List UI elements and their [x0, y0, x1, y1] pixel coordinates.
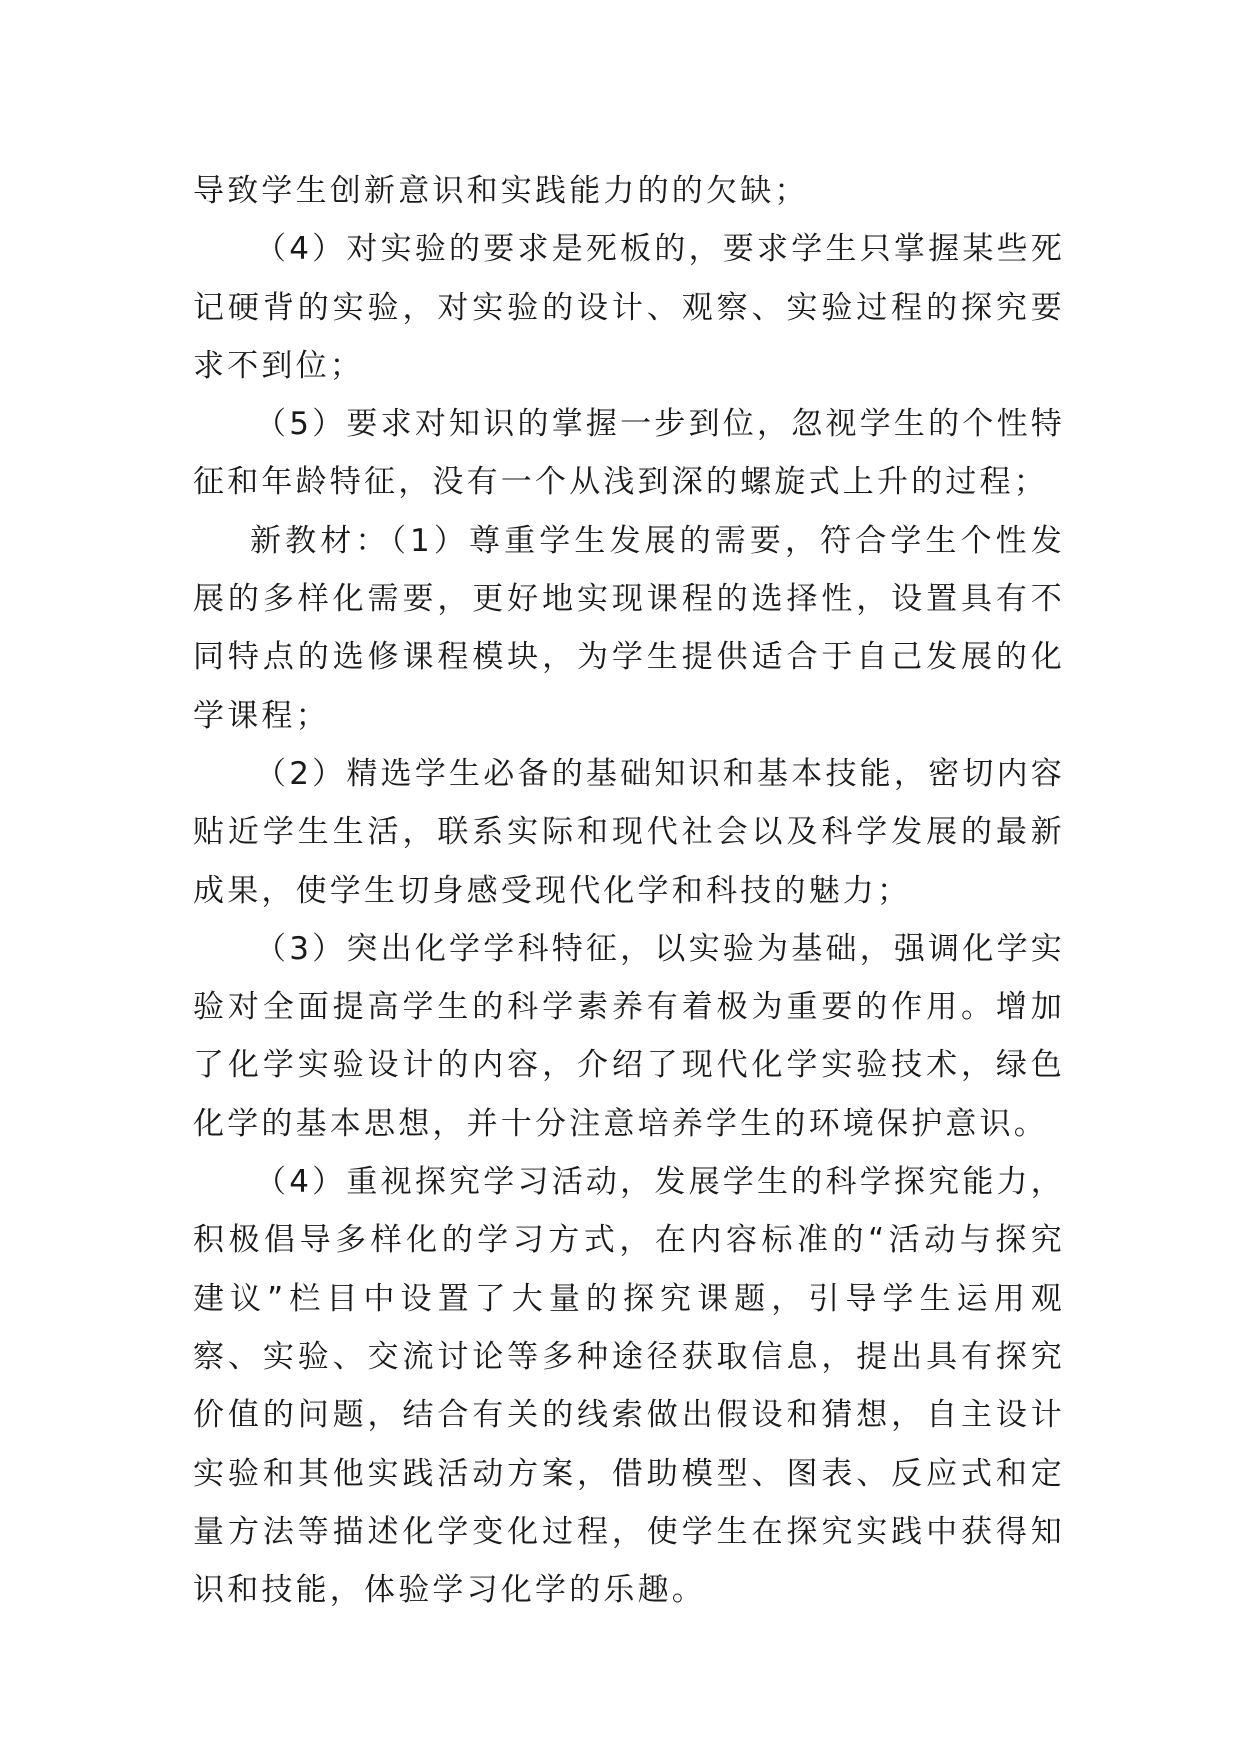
paragraph-old-item-5: （5）要求对知识的掌握一步到位，忽视学生的个性特征和年龄特征，没有一个从浅到深的螺旋式上升的过程； [193, 406, 1065, 501]
document-body [193, 162, 1065, 1619]
paragraph-new-item-1: 新教材：（1）尊重学生发展的需要，符合学生个性发展的多样化需要，更好地实现课程的选择性，设置具有不同特点的选修课程模块，为学生提供适合于自己发展的化学课程； [193, 522, 1065, 734]
paragraph-new-item-2: （2）精选学生必备的基础知识和基本技能，密切内容贴近学生生活，联系实际和现代社会以及科学发展的最新成果，使学生切身感受现代化学和科技的魅力； [193, 755, 1065, 909]
paragraph-new-item-3: （3）突出化学学科特征，以实验为基础，强调化学实验对全面提高学生的科学素养有着极为重要的作用。增加了化学实验设计的内容，介绍了现代化学实验技术，绿色化学的基本思想，并十分注意培养学生的环境保护意识。 [193, 930, 1065, 1142]
paragraph-new-item-4: （4）重视探究学习活动，发展学生的科学探究能力，积极倡导多样化的学习方式，在内容标准的“活动与探究建议”栏目中设置了大量的探究课题，引导学生运用观察、实验、交流讨论等多种途径获取信息，提出具有探究价值的问题，结合有关的线索做出假设和猜想，自主设计实验和其他实践活动方案，借助模型、图表、反应式和定量方法等描述化学变化过程，使学生在探究实践中获得知识和技能，体验学习化学的乐趣。 [193, 1164, 1065, 1609]
paragraph-continuation: 导致学生创新意识和实践能力的的欠缺； [193, 173, 809, 209]
paragraph-old-item-4: （4）对实验的要求是死板的，要求学生只掌握某些死记硬背的实验，对实验的设计、观察、实验过程的探究要求不到位； [193, 231, 1065, 384]
